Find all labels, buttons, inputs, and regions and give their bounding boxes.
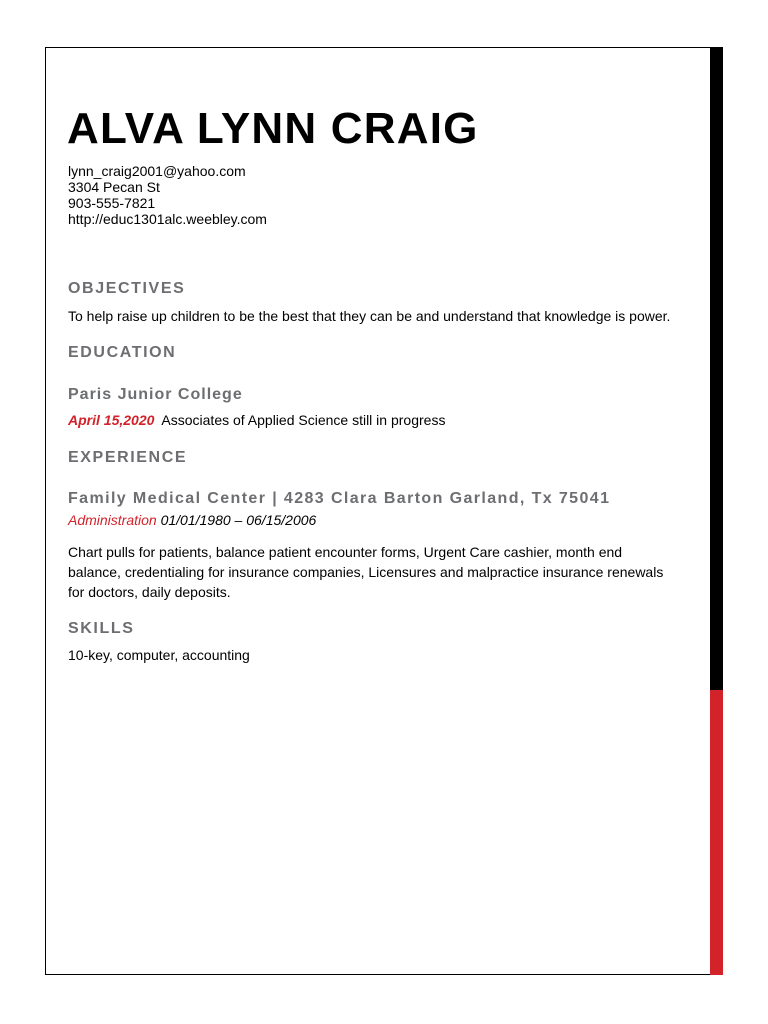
- contact-phone: 903-555-7821: [68, 195, 156, 211]
- experience-heading: EXPERIENCE: [68, 449, 188, 466]
- skills-heading: SKILLS: [68, 620, 135, 637]
- side-accent-bar-red: [710, 690, 723, 975]
- objectives-text: To help raise up children to be the best that they can be and understand that knowledge is power.: [68, 308, 671, 324]
- education-school: Paris Junior College: [68, 386, 243, 403]
- education-degree: Associates of Applied Science still in progress: [161, 412, 446, 428]
- education-date: April 15,2020: [68, 412, 155, 428]
- experience-dates: 01/01/1980 – 06/15/2006: [160, 512, 317, 528]
- candidate-name: ALVA LYNN CRAIG: [67, 104, 479, 153]
- side-accent-bar-black: [710, 47, 723, 690]
- contact-website: http://educ1301alc.weebley.com: [68, 211, 267, 227]
- experience-role-line: [68, 510, 316, 530]
- experience-employer: Family Medical Center | 4283 Clara Barton Garland, Tx 75041: [68, 490, 611, 507]
- contact-block: [68, 163, 267, 227]
- education-heading: EDUCATION: [68, 344, 177, 361]
- contact-email: lynn_craig2001@yahoo.com: [68, 163, 246, 179]
- skills-text: 10-key, computer, accounting: [68, 647, 250, 663]
- contact-address: 3304 Pecan St: [68, 179, 160, 195]
- education-entry: [68, 410, 445, 430]
- experience-role: Administration: [68, 512, 157, 528]
- experience-description: Chart pulls for patients, balance patient encounter forms, Urgent Care cashier, month end balance, credentialing for insurance companies, Licensures and malpractice insurance renewals for doctors, daily deposits.: [68, 544, 664, 600]
- objectives-heading: OBJECTIVES: [68, 280, 186, 297]
